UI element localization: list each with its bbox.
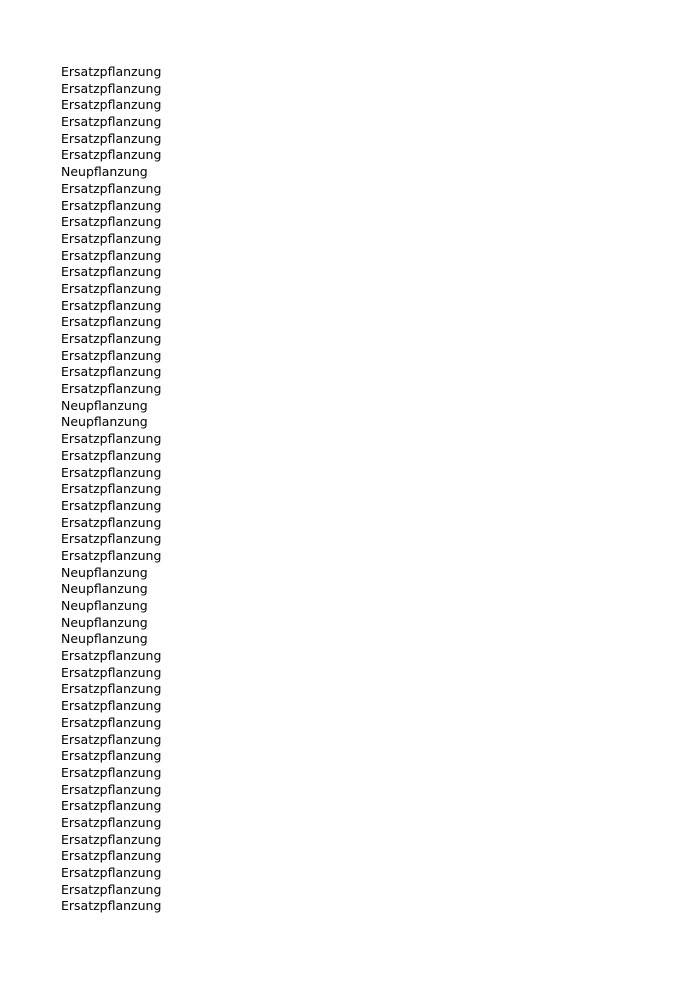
list-item: Ersatzpflanzung: [61, 97, 162, 113]
list-item: Ersatzpflanzung: [61, 714, 162, 730]
list-item: Ersatzpflanzung: [61, 531, 162, 547]
list-item: Ersatzpflanzung: [61, 664, 162, 680]
list-item: Ersatzpflanzung: [61, 898, 162, 914]
list-item: Neupflanzung: [61, 631, 148, 647]
list-item: Ersatzpflanzung: [61, 547, 162, 563]
list-item: Ersatzpflanzung: [61, 230, 162, 246]
list-item: Ersatzpflanzung: [61, 748, 162, 764]
list-item: Neupflanzung: [61, 614, 148, 630]
list-item: Ersatzpflanzung: [61, 781, 162, 797]
list-item: Ersatzpflanzung: [61, 798, 162, 814]
list-item: Neupflanzung: [61, 581, 148, 597]
list-item: Ersatzpflanzung: [61, 514, 162, 530]
list-item: Ersatzpflanzung: [61, 297, 162, 313]
list-item: Ersatzpflanzung: [61, 381, 162, 397]
list-item: Ersatzpflanzung: [61, 464, 162, 480]
list-item: Neupflanzung: [61, 564, 148, 580]
list-item: Ersatzpflanzung: [61, 764, 162, 780]
list-item: Ersatzpflanzung: [61, 447, 162, 463]
list-item: Ersatzpflanzung: [61, 114, 162, 130]
list-item: Ersatzpflanzung: [61, 831, 162, 847]
list-item: Ersatzpflanzung: [61, 147, 162, 163]
list-item: Ersatzpflanzung: [61, 497, 162, 513]
list-item: Ersatzpflanzung: [61, 280, 162, 296]
list-item: Ersatzpflanzung: [61, 64, 162, 79]
list-item: Ersatzpflanzung: [61, 247, 162, 263]
list-item: Ersatzpflanzung: [61, 848, 162, 864]
planting-type-list: [61, 64, 161, 915]
list-item: Ersatzpflanzung: [61, 180, 162, 196]
list-item: Ersatzpflanzung: [61, 814, 162, 830]
list-item: Ersatzpflanzung: [61, 214, 162, 230]
list-item: Ersatzpflanzung: [61, 331, 162, 346]
list-item: Ersatzpflanzung: [61, 431, 162, 447]
list-item: Ersatzpflanzung: [61, 698, 162, 714]
list-item: Ersatzpflanzung: [61, 865, 162, 880]
list-item: Neupflanzung: [61, 598, 148, 613]
list-item: Ersatzpflanzung: [61, 314, 162, 330]
list-item: Ersatzpflanzung: [61, 197, 162, 213]
list-item: Ersatzpflanzung: [61, 80, 162, 96]
list-item: Ersatzpflanzung: [61, 881, 162, 897]
list-item: Ersatzpflanzung: [61, 347, 162, 363]
list-item: Ersatzpflanzung: [61, 481, 162, 497]
list-item: Ersatzpflanzung: [61, 731, 162, 747]
list-item: Neupflanzung: [61, 397, 148, 413]
list-item: Ersatzpflanzung: [61, 364, 162, 380]
list-item: Ersatzpflanzung: [61, 130, 162, 146]
list-item: Ersatzpflanzung: [61, 648, 162, 664]
list-item: Neupflanzung: [61, 164, 148, 180]
list-item: Ersatzpflanzung: [61, 681, 162, 697]
list-item: Neupflanzung: [61, 414, 148, 430]
list-item: Ersatzpflanzung: [61, 264, 162, 280]
